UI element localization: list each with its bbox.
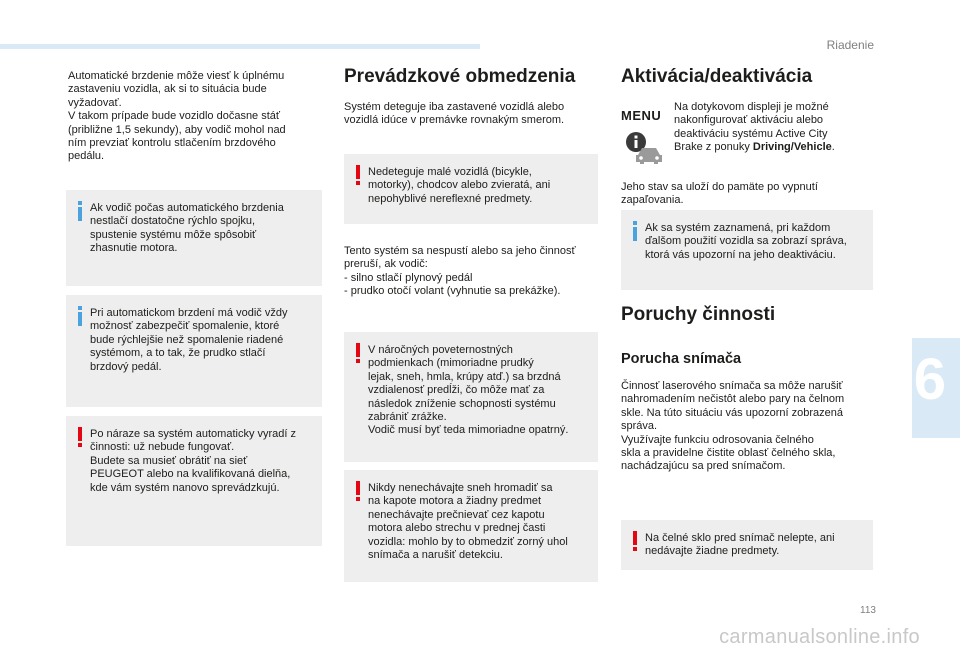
warning-icon: [352, 481, 364, 501]
info-text: Ak sa systém zaznamená, pri každom ďalšom použití vozidla sa zobrazí správa, ktorá vás upozorní na jeho deaktiváciu.: [645, 222, 847, 261]
warning-icon: [352, 165, 364, 185]
section-heading: Poruchy činnosti: [621, 304, 776, 325]
warning-icon: [74, 427, 86, 447]
info-icon: [74, 201, 86, 221]
info-note: [66, 190, 322, 286]
activation-text-end: .: [831, 141, 835, 154]
memory-text: Jeho stav sa uloží do pamäte po vypnutí zapaľovania.: [621, 181, 818, 207]
col3-title-block: [621, 66, 881, 88]
menu-icon: MENU: [621, 108, 662, 123]
subsection-heading: Porucha snímača: [621, 351, 742, 367]
info-text: Pri automatickom brzdení má vodič vždy možnosť zabezpečiť spomalenie, ktoré bude rýchlejšie než spomalenie riadené systémom, a to tak, že prudko stlačí brzdový pedál.: [90, 307, 288, 373]
activation-text: [674, 101, 874, 155]
sensor-fault-subtitle-block: [621, 351, 881, 367]
memory-block: [621, 181, 881, 208]
col2-intro: [344, 101, 604, 128]
warning-icon: [629, 531, 641, 551]
activation-text-main: Na dotykovom displeji je možné nakonfigurovať aktiváciu alebo deaktiváciu systému Active City Brake z ponuky: [674, 101, 829, 154]
chapter-number: 6: [913, 347, 946, 412]
watermark: carmanualsonline.info: [719, 626, 920, 648]
warning-note: [621, 520, 873, 570]
warning-text: Po náraze sa systém automaticky vyradí z činnosti: už nebude fungovať. Budete sa musieť obrátiť na sieť PEUGEOT alebo na kvalifikovaná dielňa, kde vám systém nanovo sprevádzkujú.: [90, 428, 297, 494]
page-number: 113: [860, 605, 876, 616]
intro-text: Systém deteguje iba zastavené vozidlá alebo vozidlá idúce v premávke rovnakým smerom.: [344, 101, 565, 127]
warning-text: V náročných poveternostných podmienkach (mimoriadne prudký lejak, sneh, hmla, krúpy atď.) sa brzdná vzdialenosť predĺži, čo môže mať za následok zníženie schopnosti systému zabrániť zrážke. Vodič musí byť teda mimoriadne opatrný.: [368, 344, 569, 437]
warning-note: [66, 416, 322, 546]
faults-title-block: [621, 304, 881, 326]
warning-note: [344, 332, 598, 462]
car-info-icon: [624, 131, 664, 165]
section-heading: Aktivácia/deaktivácia: [621, 66, 813, 87]
info-icon: [629, 221, 641, 241]
warning-note: [344, 470, 598, 582]
warning-text: Na čelné sklo pred snímač nelepte, ani nedávajte žiadne predmety.: [645, 532, 835, 558]
fault-text: Činnosť laserového snímača sa môže narušiť nahromadením nečistôt alebo pary na čelnom skle. Na túto situáciu vás upozorní zobrazená správa. Využívajte funkciu odrosovania čelného skla a pravidelne čistite oblasť čelného skla, nachádzajúcu sa pred snímačom.: [621, 380, 845, 473]
col2-title-block: [344, 66, 604, 88]
col2-conditions: [344, 245, 604, 299]
info-icon: [74, 306, 86, 326]
activation-menu-path: Driving/Vehicle: [752, 141, 832, 154]
conditions-text: Tento systém sa nespustí alebo sa jeho činnosť preruší, ak vodič: - silno stlačí plynový pedál - prudko otočí volant (vyhnutie sa prekážke).: [344, 245, 576, 298]
warning-text: Nikdy nenechávajte sneh hromadiť sa na kapote motora a žiadny predmet nenechávajte prečnievať cez kapotu motora alebo strechu v prednej časti vozidla: mohlo by to obmedziť zorný uhol snímača a narušiť detekciu.: [368, 482, 568, 562]
info-note: [66, 295, 322, 407]
fault-text-block: [621, 380, 883, 474]
section-heading: Prevádzkové obmedzenia: [344, 66, 576, 87]
section-title: Riadenie: [826, 38, 874, 52]
activation-block: [674, 101, 874, 155]
warning-icon: [352, 343, 364, 363]
warning-text: Nedeteguje malé vozidlá (bicykle, motorky), chodcov alebo zvieratá, ani nepohyblivé nereflexné predmety.: [368, 166, 551, 205]
info-text: Ak vodič počas automatického brzdenia nestlačí dostatočne rýchlo spojku, spustenie systému môže spôsobiť zhasnutie motora.: [90, 202, 284, 255]
info-note: [621, 210, 873, 290]
header-bar: [0, 44, 480, 49]
col1-intro: [68, 70, 328, 164]
intro-text: Automatické brzdenie môže viesť k úplnému zastaveniu vozidla, ak si to situácia bude vyžadovať. V takom prípade bude vozidlo dočasne stáť (približne 1,5 sekundy), aby vodič mohol nad ním prevziať kontrolu stlačením brzdového pedálu.: [68, 70, 286, 163]
warning-note: [344, 154, 598, 224]
